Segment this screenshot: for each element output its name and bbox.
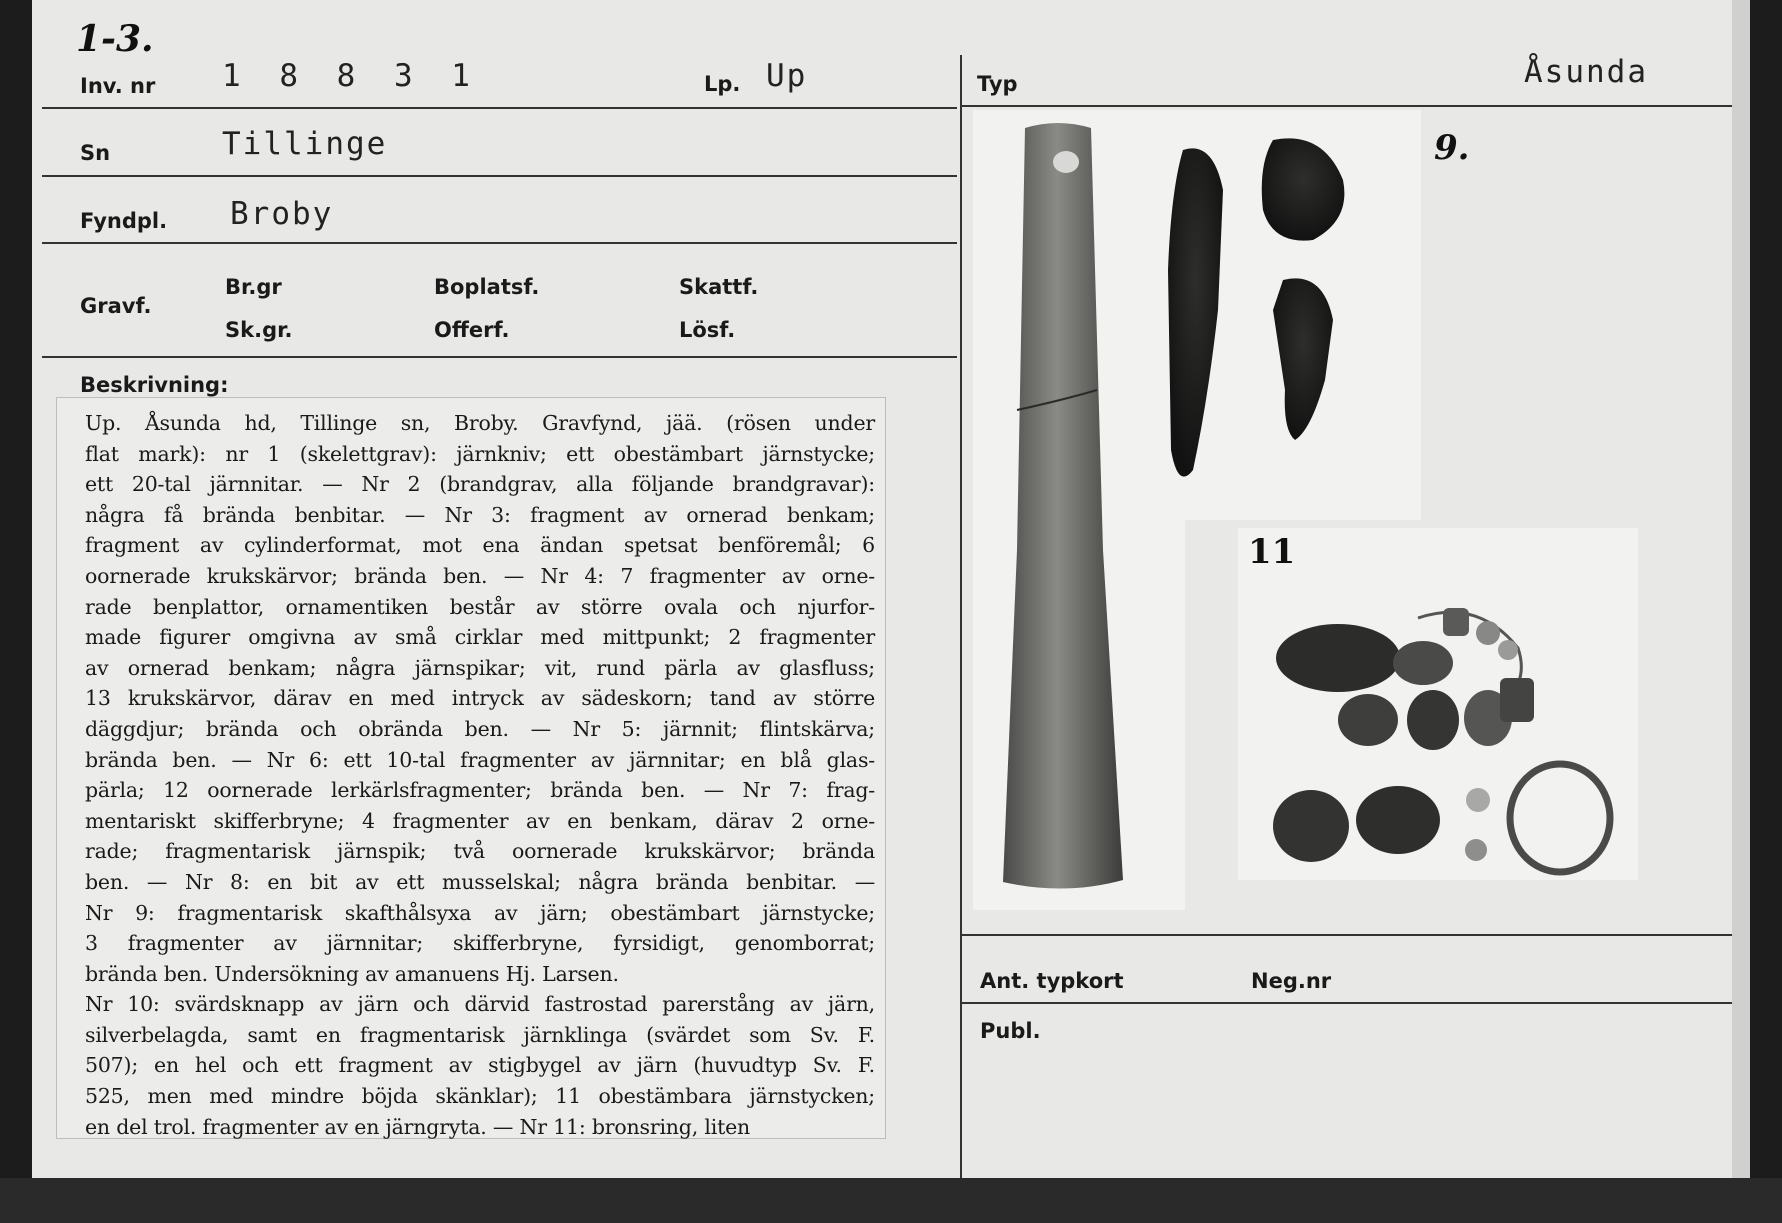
description-line: 3 fragmenter av järnnitar; skifferbryne, fyrsidigt, genomborrat; (85, 931, 875, 956)
label-find-11: 11 (1248, 532, 1296, 572)
gravf-label: Gravf. (80, 294, 152, 318)
description-line: Nr 10: svärdsknapp av järn och därvid fastrostad parerstång av järn, (85, 992, 875, 1017)
description-line: däggdjur; brända och obrända ben. — Nr 5: järnnit; flintskärva; (85, 716, 875, 741)
description-line: 507); en hel och ett fragment av stigbygel av järn (huvudtyp Sv. F. (85, 1053, 875, 1078)
description-line: fragment av cylinderformat, mot ena ändan spetsat benföremål; 6 (85, 533, 875, 558)
fyndpl-label: Fyndpl. (80, 209, 168, 233)
brgr-label: Br.gr (225, 275, 282, 299)
description-line: en del trol. fragmenter av en järngryta. — Nr 11: bronsring, liten (85, 1114, 751, 1139)
description-line: 525, men med mindre böjda skänklar); 11 obestämbara järnstycken; (85, 1084, 875, 1109)
description-slip (56, 397, 886, 1139)
description-line: pärla; 12 oornerade lerkärlsfragmenter; brända ben. — Nr 7: frag- (85, 778, 875, 803)
beskrivning-label: Beskrivning: (80, 373, 229, 397)
description-line: Nr 9: fragmentarisk skafthålsyxa av järn; obestämbart järnstycke; (85, 900, 875, 925)
rule-typ (960, 105, 1732, 107)
description-line: brända ben. Undersökning av amanuens Hj. Larsen. (85, 961, 619, 986)
sn-label: Sn (80, 141, 111, 165)
description-line: silverbelagda, samt en fragmentarisk järnklinga (svärdet som Sv. F. (85, 1022, 875, 1047)
typ-value: Åsunda (1524, 54, 1648, 90)
description-line: ben. — Nr 8: en bit av ett musselskal; några brända benbitar. — (85, 869, 875, 894)
photo-find-11 (1238, 528, 1638, 880)
description-line: brända ben. — Nr 6: ett 10-tal fragmenter av järnnitar; en blå glas- (85, 747, 875, 772)
description-line: rade; fragmentarisk järnspik; två oornerade krukskärvor; brända (85, 839, 875, 864)
sn-value: Tillinge (222, 126, 388, 162)
rule-sn (42, 175, 957, 177)
losf-label: Lösf. (679, 318, 736, 342)
description-line: made figurer omgivna av små cirklar med mittpunkt; 2 fragmenter (85, 625, 875, 650)
rule-photos-bottom (960, 934, 1732, 936)
description-line: oornerade krukskärvor; brända ben. — Nr 4: 7 fragmenter av orne- (85, 563, 875, 588)
description-text (85, 408, 875, 1142)
description-line: rade benplattor, ornamentiken består av större ovala och njurfor- (85, 594, 875, 619)
negnr-label: Neg.nr (1251, 969, 1332, 993)
rule-inv (42, 107, 957, 109)
boplatsf-label: Boplatsf. (434, 275, 540, 299)
rule-fyndpl (42, 242, 957, 244)
rule-ant-typkort (960, 1002, 1732, 1004)
description-line: några få brända benbitar. — Nr 3: fragment av ornerad benkam; (85, 502, 875, 527)
description-line: ett 20-tal järnnitar. — Nr 2 (brandgrav, alla följande brandgravar): (85, 472, 875, 497)
lp-value: Up (766, 58, 808, 94)
skattf-label: Skattf. (679, 275, 759, 299)
fyndpl-value: Broby (230, 196, 334, 232)
skgr-label: Sk.gr. (225, 318, 293, 342)
description-line: 13 krukskärvor, därav en med intryck av sädeskorn; tand av större (85, 686, 875, 711)
scan-edge-bottom (0, 1178, 1782, 1223)
inv-nr-label: Inv. nr (80, 74, 156, 98)
column-divider (960, 55, 962, 1178)
inv-nr-value: 1 8 8 3 1 (222, 58, 480, 94)
label-find-9: 9. (1434, 128, 1470, 168)
rule-gravf (42, 356, 957, 358)
description-line: flat mark): nr 1 (skelettgrav): järnkniv; ett obestämbart järnstycke; (85, 441, 875, 466)
corner-mark: 1-3. (76, 18, 154, 60)
typ-label: Typ (977, 72, 1018, 96)
description-line: av ornerad benkam; några järnspikar; vit, rund pärla av glasfluss; (85, 655, 875, 680)
publ-label: Publ. (980, 1019, 1041, 1043)
offerf-label: Offerf. (434, 318, 510, 342)
ant-typkort-label: Ant. typkort (980, 969, 1124, 993)
description-line: mentariskt skifferbryne; 4 fragmenter av en benkam, därav 2 orne- (85, 808, 875, 833)
scan-edge-right (1732, 0, 1750, 1223)
description-line: Up. Åsunda hd, Tillinge sn, Broby. Gravfynd, jää. (rösen under (85, 411, 875, 435)
lp-label: Lp. (704, 72, 741, 96)
